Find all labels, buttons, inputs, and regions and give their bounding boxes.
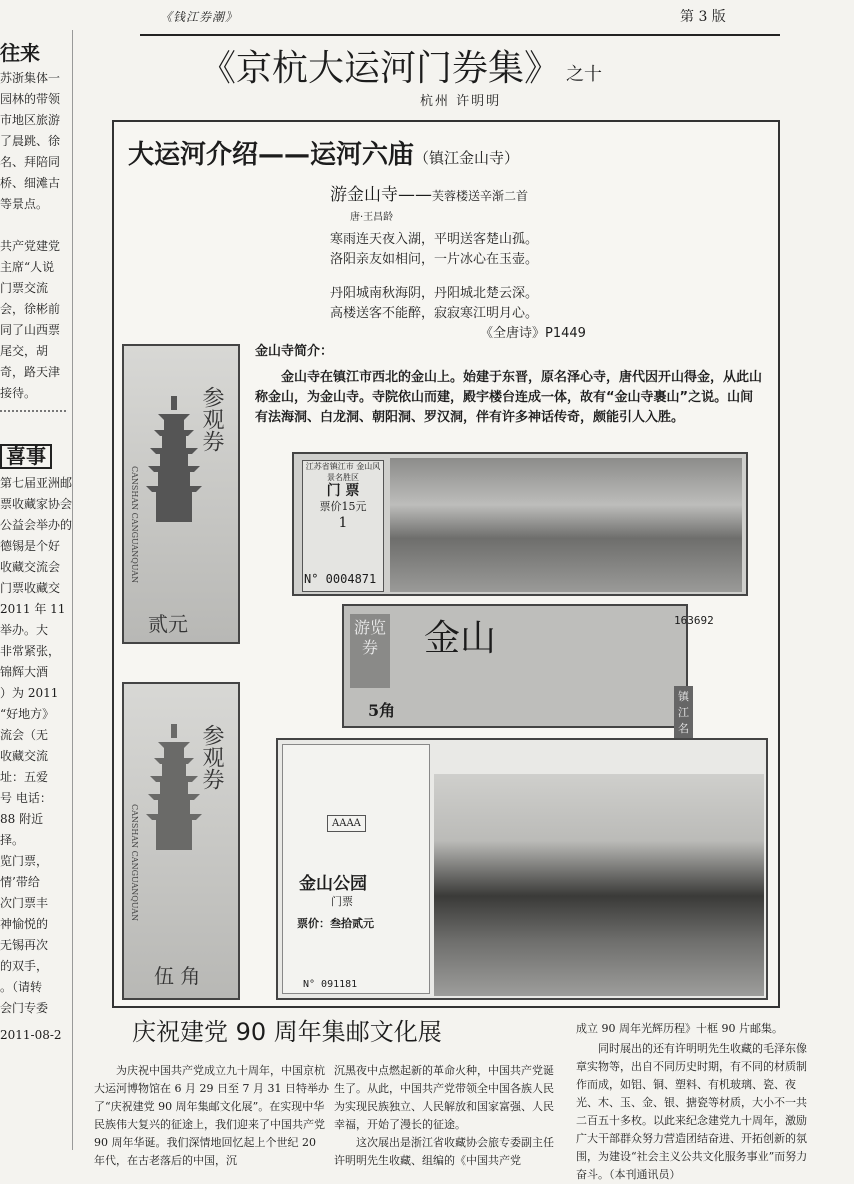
- article2-col2b: 这次展出是浙江省收藏协会旅专委副主任许明明先生收藏、组编的《中国共产党: [334, 1136, 554, 1167]
- left-column-line: 流会（无: [0, 728, 49, 742]
- article-title: [200, 40, 680, 91]
- left-column-line: 举办。大: [0, 623, 49, 637]
- poem-line: 丹阳城南秋海阴，丹阳城北楚云深。: [330, 286, 539, 301]
- poem-line: 寒雨连天夜入湖，平明送客楚山孤。: [330, 232, 539, 247]
- ticket-price: 伍 角: [154, 964, 201, 988]
- poem-subtitle: 芙蓉楼送辛渐二首: [432, 189, 529, 203]
- pagoda-icon: [144, 724, 204, 874]
- section-subtitle: （镇江金山寺）: [414, 149, 520, 167]
- left-column-line: 。（请转: [0, 980, 43, 994]
- left-column-line: 等景点。: [0, 197, 49, 211]
- article2-col3a: 成立 90 周年光辉历程》十框 90 片邮集。: [576, 1022, 783, 1035]
- byline: 杭州 许明明: [420, 94, 502, 109]
- article2-title: 庆祝建党 90 周年集邮文化展: [132, 1018, 442, 1046]
- left-column-line: 非常紧张，: [0, 644, 61, 658]
- poem-author: 唐·王昌龄: [350, 212, 394, 223]
- left-column-line: 桥、细滩古: [0, 176, 61, 190]
- ticket-price: 票价：叁拾贰元: [297, 917, 374, 930]
- left-column-line: 的双手，: [0, 959, 49, 973]
- left-column-line: 会，徐彬前: [0, 302, 61, 316]
- left-column-date: 2011-08-2: [0, 1028, 62, 1042]
- poem-title: [330, 180, 528, 205]
- column-divider: [72, 30, 73, 1150]
- left-column-title: 往来: [0, 41, 40, 65]
- ticket-stub: [282, 744, 430, 994]
- ticket-horizontal-2: [342, 604, 714, 735]
- left-column-line: 公益会举办的: [0, 518, 73, 532]
- left-column-line: 收藏交流: [0, 749, 49, 763]
- left-column-line: 址：五爱: [0, 770, 49, 784]
- ticket-horizontal-3: [276, 738, 768, 1000]
- left-column-line: 市地区旅游: [0, 113, 61, 127]
- left-column-line: 88 附近: [0, 812, 44, 826]
- left-column-line: 园林的带领: [0, 92, 61, 106]
- page-number: 第 3 版: [680, 9, 726, 25]
- left-column-line: 门票收藏交: [0, 581, 61, 595]
- left-column-line: 名、拜陪同: [0, 155, 61, 169]
- poem-line: 高楼送客不能醉，寂寂寒江明月心。: [330, 306, 539, 321]
- header-rule: [140, 34, 780, 36]
- left-column-line: 接待。: [0, 386, 37, 400]
- left-column-line: 票收藏家协会: [0, 497, 73, 511]
- ticket-vertical-2: [122, 682, 240, 1000]
- ticket-photo: [434, 774, 764, 996]
- intro-body: 金山寺在镇江市西北的金山上。始建于东晋，原名泽心寺，唐代因开山得金，从此山称金山，为金山寺。寺院依山而建，殿宇楼台连成一体，故有“金山寺裹山”之说。山间有法海洞、白龙洞、朝阳洞、罗汉洞，伴有许多神话传奇，颇能引人入胜。: [255, 370, 763, 425]
- left-column-line: “好地方》: [0, 707, 55, 721]
- left-column-line: 择。: [0, 833, 25, 847]
- left-column-line: 情’带给: [0, 875, 40, 889]
- left-column-line: 尾交，胡: [0, 344, 49, 358]
- left-column-line: 览门票，: [0, 854, 49, 868]
- ticket-name: 金山: [424, 618, 497, 659]
- ticket-label: 参观券: [199, 724, 224, 790]
- article2-col1: 为庆祝中国共产党成立九十周年，中国京杭大运河博物馆在 6 月 29 日至 7 月 31 日特举办了“庆祝建党 90 周年集邮文化展”。在实现中华民族伟大复兴的征途上，我们迎来了中国共产党 90 周年华诞。我们深情地回忆起上个世纪 20 年代，在古老落后的中国，沉: [94, 1064, 329, 1167]
- ticket-type: 门票: [331, 895, 353, 908]
- left-column-line: 2011 年 11: [0, 602, 66, 616]
- divider-wave: [0, 410, 66, 430]
- poem-line: 洛阳亲友如相问，一片冰心在玉壶。: [330, 252, 539, 267]
- ticket-corner-text: 镇江名: [674, 686, 693, 754]
- left-column-line: 主席“人说: [0, 260, 55, 274]
- ticket-serial: N° 0004871: [304, 572, 377, 586]
- ticket-serial: 163692: [674, 614, 714, 627]
- article2-col2: 沉黑夜中点燃起新的革命火种，中国共产党诞生了。从此，中国共产党带领全中国各族人民为实现民族独立、人民解放和国家富强、人民幸福，开始了漫长的征途。: [334, 1064, 554, 1131]
- paper-name: 《钱江券潮》: [160, 10, 239, 24]
- pagoda-icon: [144, 396, 204, 546]
- ticket-vertical-1: [122, 344, 240, 644]
- left-column-line: 苏浙集体一: [0, 71, 61, 85]
- left-column-title2: 喜事: [0, 444, 52, 469]
- article-series: 之十: [566, 64, 603, 85]
- ticket-price: 贰元: [148, 612, 188, 636]
- left-column-line: [0, 215, 70, 236]
- ticket-quantity: 1: [338, 515, 348, 531]
- left-column-line: 锦辉大酒: [0, 665, 49, 679]
- section-title-text: 大运河介绍——运河六庙: [128, 140, 415, 170]
- intro-title: 金山寺简介：: [255, 344, 334, 359]
- ticket-type: 门 票: [326, 483, 360, 499]
- ticket-label: 游览券: [350, 614, 390, 688]
- ticket-price: 票价15元: [319, 500, 367, 513]
- left-column-line: 神愉悦的: [0, 917, 49, 931]
- left-column: [0, 38, 73, 1046]
- left-column-text2: [0, 473, 73, 998]
- ticket-value: 5角: [368, 701, 396, 720]
- left-column-line: 共产党建党: [0, 239, 61, 253]
- poem-title-text: 游金山寺——: [330, 185, 432, 205]
- article-title-text: 《京杭大运河门券集》: [200, 48, 561, 89]
- ticket-small-text: CANSHAN CANGUANQUAN: [130, 466, 139, 584]
- left-column-line: 德锡是个好: [0, 539, 61, 553]
- ticket-label: 参观券: [199, 386, 224, 452]
- section-title: [128, 134, 519, 171]
- left-column-line: 次门票丰: [0, 896, 49, 910]
- ticket-name: 金山公园: [299, 874, 367, 894]
- left-column-line: ）为 2011: [0, 686, 59, 700]
- left-column-text: [0, 68, 70, 404]
- left-column-footer: 会门专委: [0, 1001, 49, 1015]
- ticket-code: AAAA: [327, 815, 366, 832]
- left-column-line: 第七届亚洲邮: [0, 476, 73, 490]
- left-column-line: 了晨跳、徐: [0, 134, 61, 148]
- left-column-line: 收藏交流会: [0, 560, 61, 574]
- ticket-horizontal-1: [292, 452, 748, 596]
- article2-col3b: 同时展出的还有许明明先生收藏的毛泽东像章实物等，出自不同历史时期，有不同的材质制作而成，如铝、铜、塑料、有机玻璃、瓷、夜光、木、玉、金、银、搪瓷等材质，大小不一共二百五十多枚。以此来纪念建党九十周年，激励广大干部群众努力营造团结奋进、开拓创新的氛围，为建设“社会主义公共文化服务事业”而努力奋斗。（本刊通讯员）: [576, 1042, 808, 1181]
- left-column-line: 无锡再次: [0, 938, 49, 952]
- ticket-photo: [390, 458, 742, 592]
- poem-source: 《全唐诗》P1449: [480, 326, 586, 341]
- left-column-line: 奇，路天津: [0, 365, 61, 379]
- left-column-line: 同了山西票: [0, 323, 61, 337]
- ticket-serial: N° 091181: [303, 979, 358, 990]
- left-column-line: 门票交流: [0, 281, 49, 295]
- ticket-head: 江苏省镇江市 金山风景名胜区: [305, 462, 381, 482]
- ticket-small-text: CANSHAN CANGUANQUAN: [130, 804, 139, 922]
- left-column-line: 号 电话：: [0, 791, 52, 805]
